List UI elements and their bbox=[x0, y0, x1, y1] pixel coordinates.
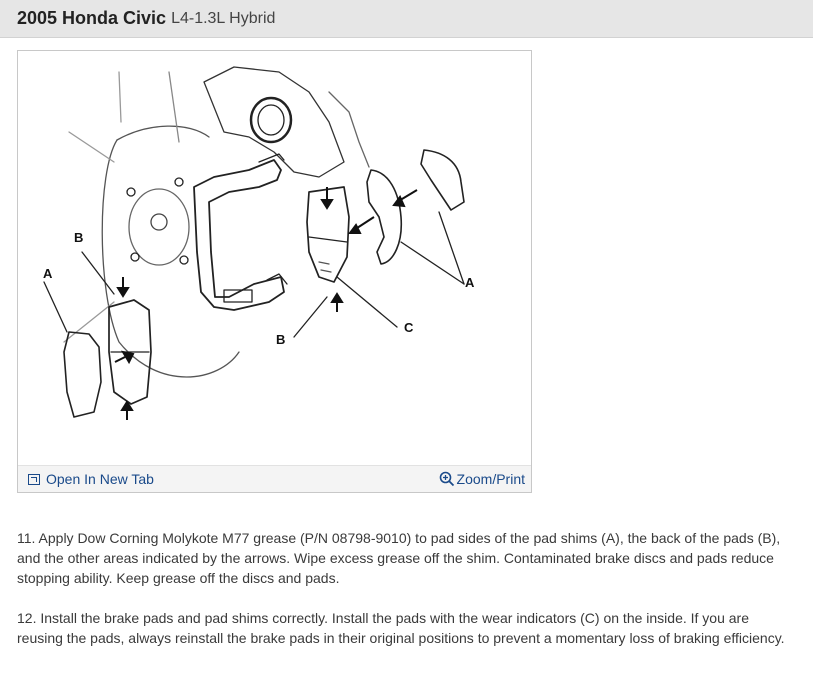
open-in-new-tab-label: Open In New Tab bbox=[46, 471, 154, 487]
zoom-print-label: Zoom/Print bbox=[456, 471, 525, 487]
step-11-text: 11. Apply Dow Corning Molykote M77 grease (P/N 08798-9010) to pad sides of the pad shims (A), the back of the pads (B), and the other areas indicated by the arrows. Wipe excess grease off the shim. Contaminated brake discs and pads reduce stopping ability. Keep grease off the discs and pads. bbox=[17, 530, 781, 586]
open-in-new-tab-link[interactable] bbox=[28, 471, 154, 487]
magnifier-zoom-icon bbox=[439, 471, 455, 487]
open-in-new-tab-icon bbox=[28, 474, 40, 485]
label-b-bottom: B bbox=[276, 332, 286, 347]
figure-toolbar bbox=[18, 465, 531, 492]
engine-subtitle: L4-1.3L Hybrid bbox=[171, 9, 276, 27]
brake-pad-diagram bbox=[19, 52, 530, 463]
label-c: C bbox=[404, 320, 414, 335]
vehicle-title: 2005 Honda Civic bbox=[17, 8, 167, 28]
brake-diagram-image[interactable] bbox=[19, 52, 530, 463]
figure-container bbox=[17, 50, 532, 493]
label-a-left: A bbox=[43, 266, 53, 281]
zoom-print-link[interactable] bbox=[439, 471, 525, 487]
page-header bbox=[0, 0, 813, 38]
label-a-right: A bbox=[465, 275, 475, 290]
step-12-text: 12. Install the brake pads and pad shims correctly. Install the pads with the wear indicators (C) on the inside. If you are reusing the pads, always reinstall the brake pads in their original positions to prevent a momentary loss of braking efficiency. bbox=[17, 610, 785, 646]
label-b-left: B bbox=[74, 230, 84, 245]
instruction-steps bbox=[17, 528, 797, 668]
